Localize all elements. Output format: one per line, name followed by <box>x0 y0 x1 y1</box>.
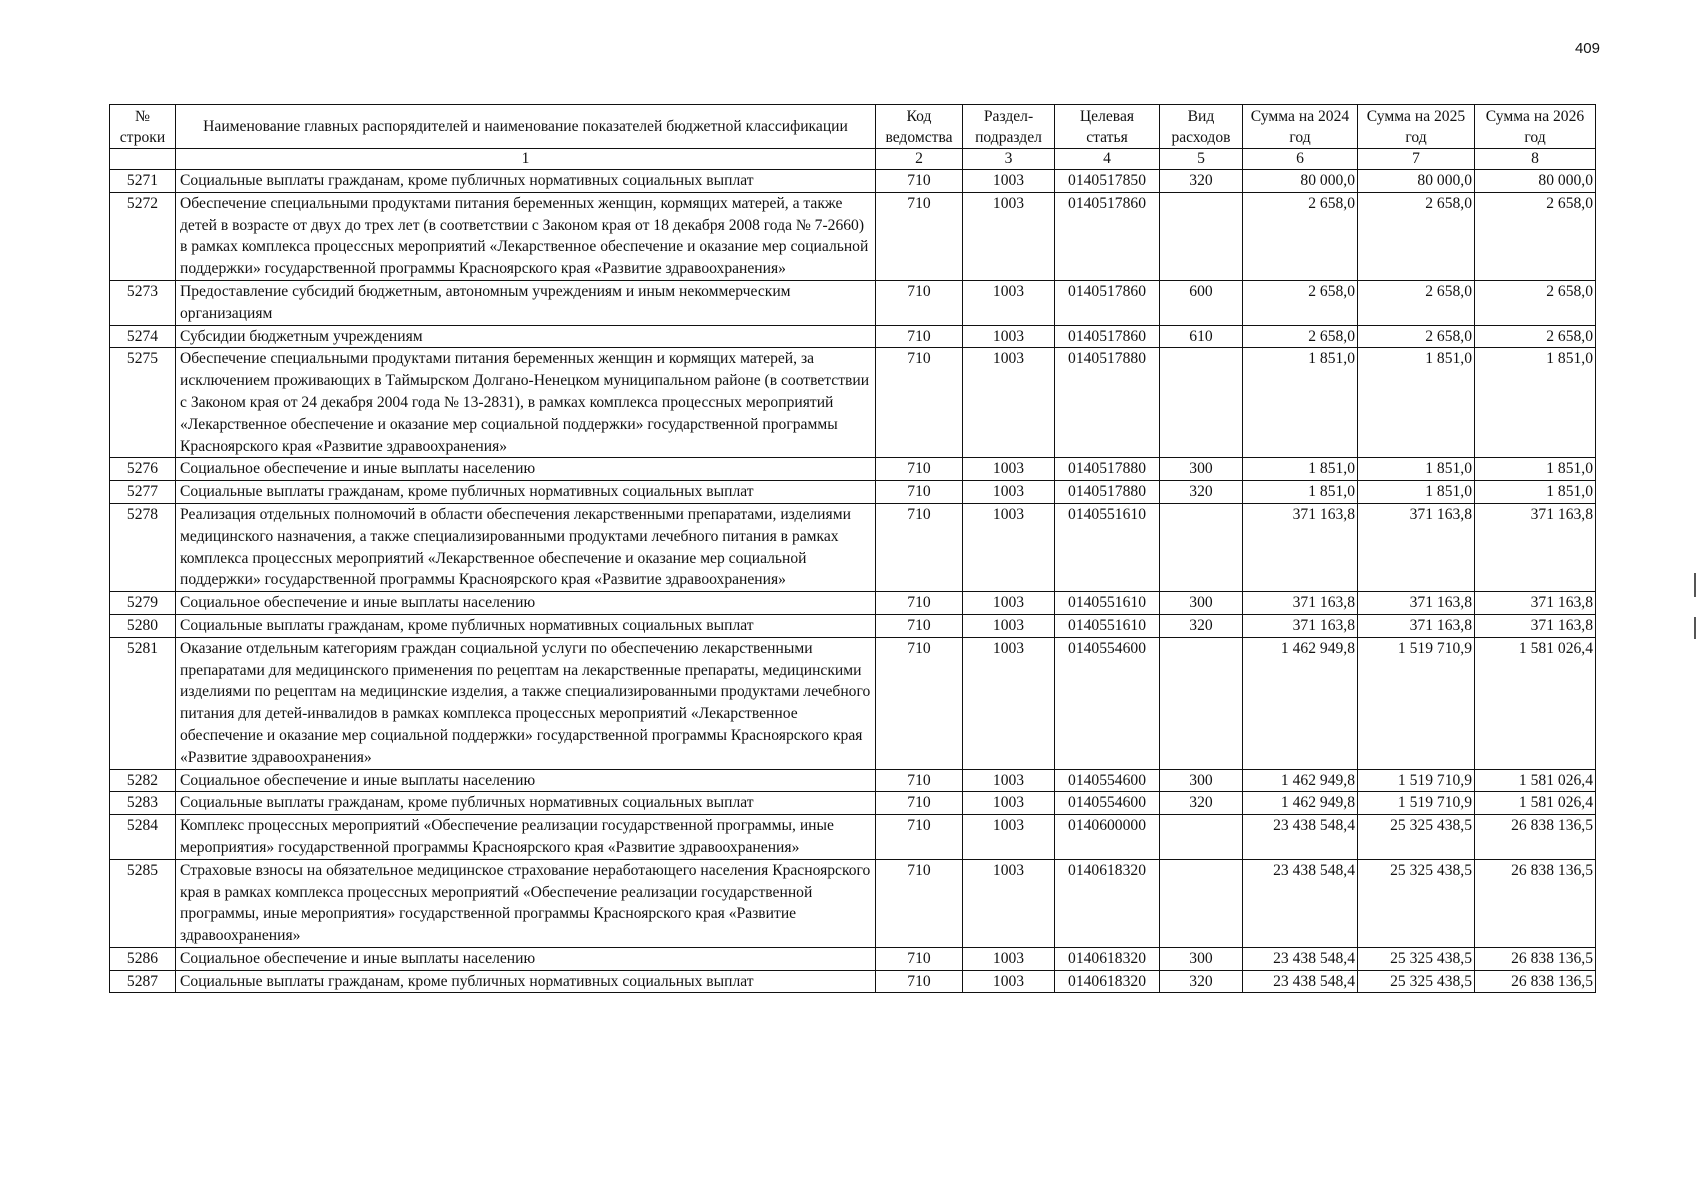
row-target: 0140517880 <box>1055 348 1160 458</box>
row-sum-2025: 1 519 710,9 <box>1358 792 1475 815</box>
row-target: 0140618320 <box>1055 859 1160 947</box>
header-row-no: № строки <box>110 105 176 149</box>
budget-table <box>109 104 1596 993</box>
row-number: 5277 <box>110 481 176 504</box>
row-target: 0140551610 <box>1055 503 1160 591</box>
header-row <box>110 105 1596 149</box>
row-expense-type <box>1160 503 1243 591</box>
row-target: 0140554600 <box>1055 792 1160 815</box>
row-target: 0140618320 <box>1055 947 1160 970</box>
row-dept-code: 710 <box>876 481 963 504</box>
row-name: Социальное обеспечение и иные выплаты населению <box>176 947 876 970</box>
row-dept-code: 710 <box>876 348 963 458</box>
row-sum-2024: 2 658,0 <box>1243 280 1358 325</box>
row-section: 1003 <box>963 859 1055 947</box>
row-target: 0140618320 <box>1055 970 1160 993</box>
row-target: 0140517880 <box>1055 481 1160 504</box>
row-section: 1003 <box>963 192 1055 280</box>
column-number <box>110 149 176 170</box>
row-sum-2025: 25 325 438,5 <box>1358 859 1475 947</box>
row-section: 1003 <box>963 458 1055 481</box>
row-sum-2026: 371 163,8 <box>1475 503 1596 591</box>
header-target: Целевая статья <box>1055 105 1160 149</box>
row-sum-2025: 2 658,0 <box>1358 325 1475 348</box>
column-number: 8 <box>1475 149 1596 170</box>
table-row <box>110 637 1596 769</box>
row-sum-2024: 371 163,8 <box>1243 592 1358 615</box>
row-target: 0140517880 <box>1055 458 1160 481</box>
row-dept-code: 710 <box>876 503 963 591</box>
row-number: 5286 <box>110 947 176 970</box>
table-row <box>110 348 1596 458</box>
row-number: 5275 <box>110 348 176 458</box>
page-number: 409 <box>1574 40 1600 57</box>
header-section: Раздел-подраздел <box>963 105 1055 149</box>
row-sum-2026: 2 658,0 <box>1475 280 1596 325</box>
row-target: 0140517860 <box>1055 192 1160 280</box>
row-number: 5283 <box>110 792 176 815</box>
table-row <box>110 192 1596 280</box>
row-section: 1003 <box>963 769 1055 792</box>
row-section: 1003 <box>963 637 1055 769</box>
row-number: 5273 <box>110 280 176 325</box>
column-number: 5 <box>1160 149 1243 170</box>
row-sum-2025: 25 325 438,5 <box>1358 970 1475 993</box>
row-expense-type <box>1160 815 1243 860</box>
row-sum-2025: 80 000,0 <box>1358 170 1475 193</box>
row-target: 0140551610 <box>1055 592 1160 615</box>
row-name: Социальное обеспечение и иные выплаты населению <box>176 458 876 481</box>
row-target: 0140517860 <box>1055 280 1160 325</box>
row-expense-type: 320 <box>1160 170 1243 193</box>
row-dept-code: 710 <box>876 170 963 193</box>
row-expense-type: 300 <box>1160 592 1243 615</box>
table-row <box>110 970 1596 993</box>
table-row <box>110 280 1596 325</box>
row-expense-type: 610 <box>1160 325 1243 348</box>
row-number: 5274 <box>110 325 176 348</box>
row-sum-2024: 1 851,0 <box>1243 348 1358 458</box>
table-row <box>110 947 1596 970</box>
row-number: 5282 <box>110 769 176 792</box>
row-name: Обеспечение специальными продуктами питания беременных женщин, кормящих матерей, а также детей в возрасте от двух до трех лет (в соответствии с Законом края от 18 декабря 2008 года № 7-2660) в рамках комплекса процессных мероприятий «Лекарственное обеспечение и оказание мер социальной поддержки» государственной программы Красноярского края «Развитие здравоохранения» <box>176 192 876 280</box>
row-sum-2026: 371 163,8 <box>1475 592 1596 615</box>
column-number: 3 <box>963 149 1055 170</box>
row-number: 5281 <box>110 637 176 769</box>
row-sum-2024: 2 658,0 <box>1243 192 1358 280</box>
row-section: 1003 <box>963 170 1055 193</box>
table-row <box>110 792 1596 815</box>
row-name: Социальные выплаты гражданам, кроме публичных нормативных социальных выплат <box>176 170 876 193</box>
column-number-row <box>110 149 1596 170</box>
row-name: Обеспечение специальными продуктами питания беременных женщин и кормящих матерей, за исключением проживающих в Таймырском Долгано-Ненецком муниципальном районе (в соответствии с Законом края от 24 декабря 2004 года № 13-2831), в рамках комплекса процессных мероприятий «Лекарственное обеспечение и оказание мер социальной поддержки» государственной программы Красноярского края «Развитие здравоохранения» <box>176 348 876 458</box>
row-dept-code: 710 <box>876 792 963 815</box>
row-name: Предоставление субсидий бюджетным, автономным учреждениям и иным некоммерческим организациям <box>176 280 876 325</box>
row-target: 0140517850 <box>1055 170 1160 193</box>
row-sum-2024: 23 438 548,4 <box>1243 815 1358 860</box>
row-sum-2026: 26 838 136,5 <box>1475 947 1596 970</box>
row-sum-2026: 1 581 026,4 <box>1475 769 1596 792</box>
row-sum-2025: 25 325 438,5 <box>1358 815 1475 860</box>
header-sum-2025: Сумма на 2025 год <box>1358 105 1475 149</box>
row-sum-2026: 1 851,0 <box>1475 348 1596 458</box>
row-dept-code: 710 <box>876 815 963 860</box>
table-row <box>110 481 1596 504</box>
row-sum-2025: 2 658,0 <box>1358 280 1475 325</box>
header-expense-type: Вид расходов <box>1160 105 1243 149</box>
table-row <box>110 458 1596 481</box>
table-row <box>110 592 1596 615</box>
row-sum-2024: 80 000,0 <box>1243 170 1358 193</box>
row-dept-code: 710 <box>876 458 963 481</box>
table-row <box>110 170 1596 193</box>
row-expense-type: 320 <box>1160 792 1243 815</box>
column-number: 4 <box>1055 149 1160 170</box>
row-name: Реализация отдельных полномочий в области обеспечения лекарственными препаратами, изделиями медицинского назначения, а также специализированными продуктами лечебного питания в рамках комплекса процессных мероприятий «Лекарственное обеспечение и оказание мер социальной поддержки» государственной программы Красноярского края «Развитие здравоохранения» <box>176 503 876 591</box>
row-section: 1003 <box>963 481 1055 504</box>
row-section: 1003 <box>963 947 1055 970</box>
row-sum-2026: 2 658,0 <box>1475 192 1596 280</box>
row-sum-2024: 23 438 548,4 <box>1243 859 1358 947</box>
row-name: Комплекс процессных мероприятий «Обеспечение реализации государственной программы, иные мероприятия» государственной программы Красноярского края «Развитие здравоохранения» <box>176 815 876 860</box>
row-sum-2024: 1 851,0 <box>1243 458 1358 481</box>
row-section: 1003 <box>963 815 1055 860</box>
row-dept-code: 710 <box>876 614 963 637</box>
column-number: 2 <box>876 149 963 170</box>
row-dept-code: 710 <box>876 947 963 970</box>
table-row <box>110 769 1596 792</box>
row-sum-2025: 1 851,0 <box>1358 481 1475 504</box>
row-section: 1003 <box>963 280 1055 325</box>
row-number: 5272 <box>110 192 176 280</box>
row-sum-2026: 1 581 026,4 <box>1475 792 1596 815</box>
row-sum-2024: 23 438 548,4 <box>1243 970 1358 993</box>
row-sum-2025: 371 163,8 <box>1358 503 1475 591</box>
row-expense-type <box>1160 637 1243 769</box>
row-section: 1003 <box>963 614 1055 637</box>
row-expense-type: 320 <box>1160 614 1243 637</box>
row-expense-type: 300 <box>1160 769 1243 792</box>
row-sum-2026: 371 163,8 <box>1475 614 1596 637</box>
scan-mark <box>1694 573 1696 597</box>
row-target: 0140600000 <box>1055 815 1160 860</box>
row-sum-2025: 1 519 710,9 <box>1358 637 1475 769</box>
row-sum-2024: 1 462 949,8 <box>1243 792 1358 815</box>
table-row <box>110 503 1596 591</box>
row-sum-2024: 371 163,8 <box>1243 614 1358 637</box>
row-expense-type: 300 <box>1160 458 1243 481</box>
row-name: Социальные выплаты гражданам, кроме публичных нормативных социальных выплат <box>176 792 876 815</box>
row-number: 5284 <box>110 815 176 860</box>
row-sum-2024: 1 851,0 <box>1243 481 1358 504</box>
row-expense-type: 320 <box>1160 481 1243 504</box>
row-dept-code: 710 <box>876 192 963 280</box>
row-section: 1003 <box>963 970 1055 993</box>
row-target: 0140554600 <box>1055 637 1160 769</box>
row-name: Социальные выплаты гражданам, кроме публичных нормативных социальных выплат <box>176 614 876 637</box>
row-section: 1003 <box>963 348 1055 458</box>
row-number: 5285 <box>110 859 176 947</box>
column-number: 6 <box>1243 149 1358 170</box>
row-sum-2024: 23 438 548,4 <box>1243 947 1358 970</box>
row-expense-type: 300 <box>1160 947 1243 970</box>
row-name: Страховые взносы на обязательное медицинское страхование неработающего населения Красноярского края в рамках комплекса процессных мероприятий «Обеспечение реализации государственной программы, иные мероприятия» государственной программы Красноярского края «Развитие здравоохранения» <box>176 859 876 947</box>
row-sum-2024: 2 658,0 <box>1243 325 1358 348</box>
row-expense-type: 320 <box>1160 970 1243 993</box>
column-number: 1 <box>176 149 876 170</box>
column-number: 7 <box>1358 149 1475 170</box>
row-sum-2025: 371 163,8 <box>1358 592 1475 615</box>
row-expense-type: 600 <box>1160 280 1243 325</box>
header-sum-2026: Сумма на 2026 год <box>1475 105 1596 149</box>
row-target: 0140551610 <box>1055 614 1160 637</box>
row-number: 5280 <box>110 614 176 637</box>
scan-mark <box>1694 617 1696 639</box>
row-section: 1003 <box>963 592 1055 615</box>
row-name: Субсидии бюджетным учреждениям <box>176 325 876 348</box>
row-number: 5287 <box>110 970 176 993</box>
row-sum-2026: 1 581 026,4 <box>1475 637 1596 769</box>
row-number: 5278 <box>110 503 176 591</box>
row-sum-2025: 2 658,0 <box>1358 192 1475 280</box>
table-row <box>110 859 1596 947</box>
row-sum-2026: 1 851,0 <box>1475 458 1596 481</box>
row-name: Социальное обеспечение и иные выплаты населению <box>176 592 876 615</box>
row-expense-type <box>1160 348 1243 458</box>
row-number: 5279 <box>110 592 176 615</box>
row-sum-2025: 1 851,0 <box>1358 458 1475 481</box>
row-sum-2026: 26 838 136,5 <box>1475 859 1596 947</box>
header-name: Наименование главных распорядителей и наименование показателей бюджетной классификации <box>176 105 876 149</box>
row-sum-2024: 1 462 949,8 <box>1243 637 1358 769</box>
row-name: Оказание отдельным категориям граждан социальной услуги по обеспечению лекарственными препаратами для медицинского применения по рецептам на лекарственные препараты, медицинскими изделиями по рецептам на медицинские изделия, а также специализированными продуктами лечебного питания для детей-инвалидов в рамках комплекса процессных мероприятий «Лекарственное обеспечение и оказание мер социальной поддержки» государственной программы Красноярского края «Развитие здравоохранения» <box>176 637 876 769</box>
row-target: 0140517860 <box>1055 325 1160 348</box>
row-section: 1003 <box>963 325 1055 348</box>
row-sum-2025: 371 163,8 <box>1358 614 1475 637</box>
row-sum-2026: 26 838 136,5 <box>1475 970 1596 993</box>
row-number: 5276 <box>110 458 176 481</box>
table-row <box>110 614 1596 637</box>
row-dept-code: 710 <box>876 325 963 348</box>
row-sum-2024: 1 462 949,8 <box>1243 769 1358 792</box>
row-dept-code: 710 <box>876 769 963 792</box>
row-dept-code: 710 <box>876 592 963 615</box>
row-dept-code: 710 <box>876 280 963 325</box>
row-sum-2025: 25 325 438,5 <box>1358 947 1475 970</box>
row-sum-2026: 80 000,0 <box>1475 170 1596 193</box>
row-sum-2026: 1 851,0 <box>1475 481 1596 504</box>
header-dept-code: Код ведомства <box>876 105 963 149</box>
row-target: 0140554600 <box>1055 769 1160 792</box>
row-name: Социальные выплаты гражданам, кроме публичных нормативных социальных выплат <box>176 970 876 993</box>
row-sum-2026: 2 658,0 <box>1475 325 1596 348</box>
row-section: 1003 <box>963 792 1055 815</box>
row-sum-2025: 1 519 710,9 <box>1358 769 1475 792</box>
row-name: Социальное обеспечение и иные выплаты населению <box>176 769 876 792</box>
row-dept-code: 710 <box>876 637 963 769</box>
row-dept-code: 710 <box>876 970 963 993</box>
table-row <box>110 815 1596 860</box>
row-number: 5271 <box>110 170 176 193</box>
row-name: Социальные выплаты гражданам, кроме публичных нормативных социальных выплат <box>176 481 876 504</box>
row-expense-type <box>1160 192 1243 280</box>
row-dept-code: 710 <box>876 859 963 947</box>
row-sum-2026: 26 838 136,5 <box>1475 815 1596 860</box>
row-expense-type <box>1160 859 1243 947</box>
row-sum-2024: 371 163,8 <box>1243 503 1358 591</box>
table-row <box>110 325 1596 348</box>
header-sum-2024: Сумма на 2024 год <box>1243 105 1358 149</box>
row-section: 1003 <box>963 503 1055 591</box>
row-sum-2025: 1 851,0 <box>1358 348 1475 458</box>
